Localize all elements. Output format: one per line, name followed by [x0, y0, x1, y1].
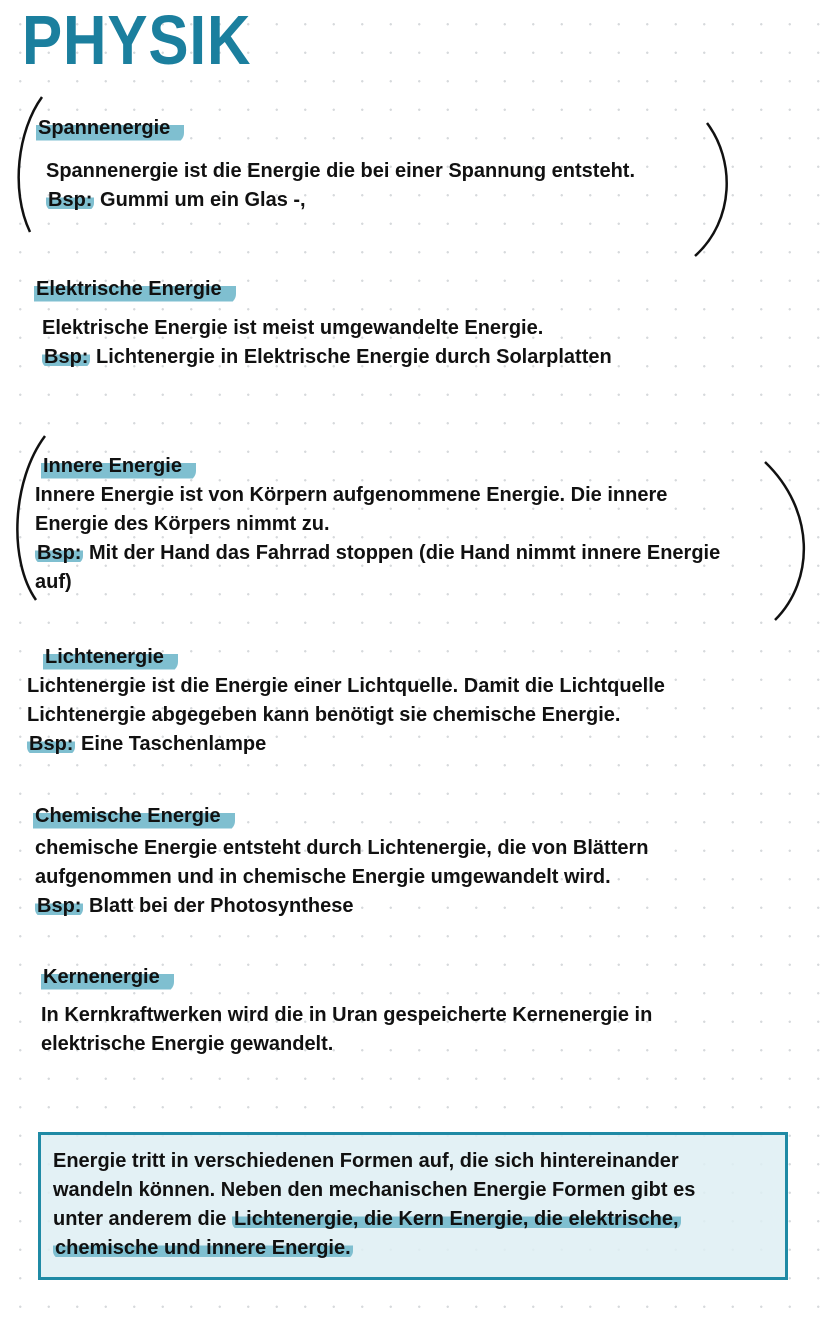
section-heading: Kernenergie	[41, 963, 174, 992]
example-line: Bsp: Mit der Hand das Fahrrad stoppen (die Hand nimmt innere Energie	[37, 542, 721, 564]
summary-line: unter anderem die Lichtenergie, die Kern Energie, die elektrische,	[53, 1208, 679, 1230]
example-line: Bsp: Gummi um ein Glas -,	[48, 189, 306, 211]
example-label: Bsp:	[37, 895, 82, 917]
right-bracket-icon	[765, 462, 804, 620]
section-text: Innere Energie ist von Körpern aufgenommene Energie. Die innere	[35, 484, 668, 506]
example-line: Bsp: Lichtenergie in Elektrische Energie durch Solarplatten	[44, 346, 612, 368]
section-text: aufgenommen und in chemische Energie umgewandelt wird.	[35, 866, 611, 888]
section-heading: Chemische Energie	[33, 802, 235, 831]
section-heading: Lichtenergie	[43, 643, 178, 672]
example-label: Bsp:	[44, 346, 89, 368]
section-heading: Spannenergie	[36, 114, 184, 143]
section-lichtenergie	[27, 643, 665, 759]
section-text: Lichtenergie ist die Energie einer Lichtquelle. Damit die Lichtquelle	[27, 675, 665, 697]
example-label: Bsp:	[48, 189, 93, 211]
section-text: Spannenergie ist die Energie die bei einer Spannung entsteht.	[46, 160, 636, 182]
page-title: PHYSIK	[22, 1, 252, 79]
section-heading: Innere Energie	[41, 452, 196, 481]
section-chemische-energie	[33, 802, 648, 921]
example-label: Bsp:	[37, 542, 82, 564]
summary-box	[38, 1132, 788, 1280]
section-text: Lichtenergie abgegeben kann benötigt sie chemische Energie.	[27, 704, 621, 726]
section-kernenergie	[41, 963, 652, 1059]
section-elektrische-energie	[34, 275, 612, 372]
example-line: Bsp: Blatt bei der Photosynthese	[37, 895, 354, 917]
summary-line: wandeln können. Neben den mechanischen Energie Formen gibt es	[53, 1179, 696, 1201]
example-line: Bsp: Eine Taschenlampe	[29, 733, 267, 755]
summary-highlight: Lichtenergie, die Kern Energie, die elektrische,	[233, 1208, 679, 1230]
section-spannenergie	[36, 114, 635, 215]
summary-highlight: chemische und innere Energie.	[55, 1237, 351, 1259]
section-heading: Elektrische Energie	[34, 275, 236, 304]
section-innere-energie: Innere Energie Innere Energie ist von Körpern aufgenommene Energie. Die innere Energie des Körpers nimmt zu. Bsp: Mit der Hand das Fahrrad stoppen (die Hand nimmt innere Energie auf)	[35, 452, 720, 597]
right-bracket-icon	[695, 123, 727, 256]
section-text: Elektrische Energie ist meist umgewandelte Energie.	[42, 317, 544, 339]
section-text: In Kernkraftwerken wird die in Uran gespeicherte Kernenergie in	[41, 1004, 653, 1026]
example-label: Bsp:	[29, 733, 74, 755]
section-text: elektrische Energie gewandelt.	[41, 1033, 334, 1055]
section-text: chemische Energie entsteht durch Lichtenergie, die von Blättern	[35, 837, 649, 859]
summary-line: Energie tritt in verschiedenen Formen auf, die sich hintereinander	[53, 1150, 679, 1172]
section-text: Energie des Körpers nimmt zu.	[35, 513, 330, 535]
